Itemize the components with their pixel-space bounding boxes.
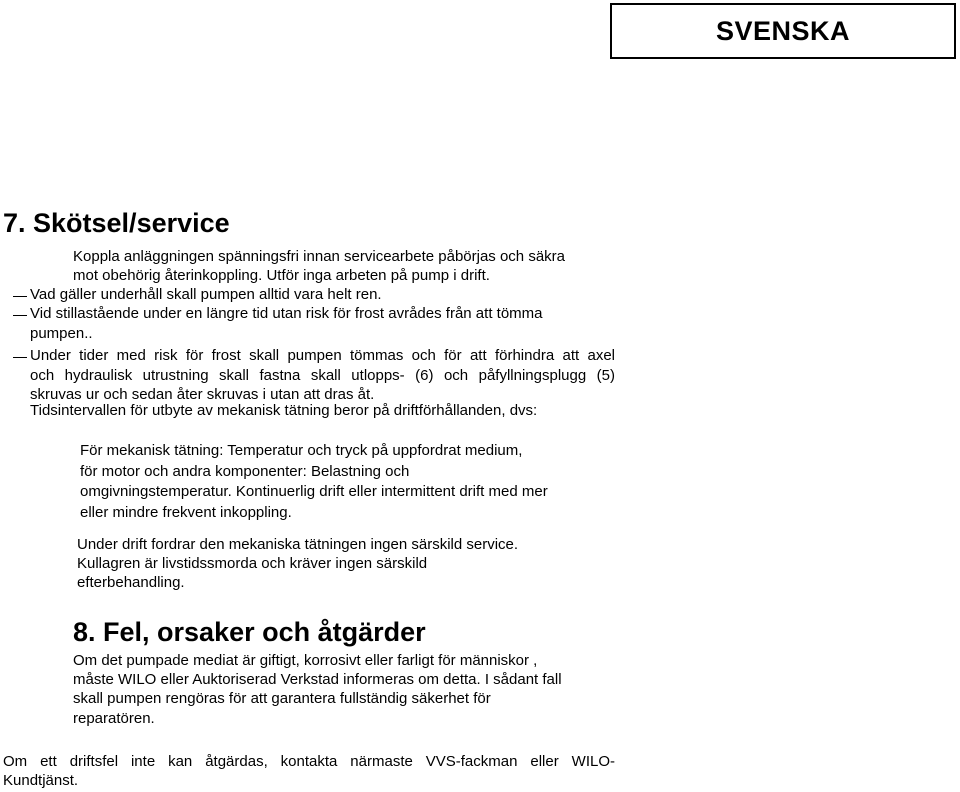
footer-line: Om ett driftsfel inte kan åtgärdas, kontakta närmaste VVS-fackman eller WILO-	[3, 753, 615, 770]
bullet-text: Vad gäller underhåll skall pumpen alltid vara helt ren.	[30, 286, 382, 303]
intervals-text: Tidsintervallen för utbyte av mekanisk tätning beror på driftförhållanden, dvs:	[30, 402, 538, 419]
bullet-text: skruvas ur och sedan åter skruvas i utan att dras åt.	[30, 386, 375, 403]
footer-line: Kundtjänst.	[3, 772, 79, 789]
dash-bullet	[13, 315, 27, 316]
bullet-text: Vid stillastående under en längre tid utan risk för frost avrådes från att tömma	[30, 305, 543, 322]
dash-bullet	[13, 357, 27, 358]
bullet-text: pumpen..	[30, 324, 93, 342]
operation-line: efterbehandling.	[77, 574, 185, 591]
bullet-text: Under tider med risk för frost skall pumpen tömmas och för att förhindra att axel	[30, 347, 615, 364]
list-item-continuation	[30, 325, 615, 344]
seal-paragraph	[80, 441, 548, 523]
footer-paragraph	[3, 752, 615, 790]
section-8-body	[73, 651, 562, 728]
language-box	[610, 3, 956, 59]
maintenance-bullet-list	[30, 286, 615, 405]
bullet-text: och hydraulisk utrustning skall fastna skall utlopps- (6) och påfyllningsplugg (5)	[30, 366, 615, 384]
list-item-continuation	[30, 367, 615, 386]
body-line: reparatören.	[73, 709, 155, 727]
intro-line: mot obehörig återinkoppling. Utför inga arbeten på pump i drift.	[73, 266, 490, 284]
section-7-heading: 7. Skötsel/service	[3, 208, 230, 238]
dash-bullet	[13, 296, 27, 297]
body-line: måste WILO eller Auktoriserad Verkstad informeras om detta. I sådant fall	[73, 671, 562, 689]
operation-line: Under drift fordrar den mekaniska tätningen ingen särskild service.	[77, 536, 519, 553]
body-line: skall pumpen rengöras för att garantera fullständig säkerhet för	[73, 690, 491, 708]
operation-paragraph	[77, 535, 518, 592]
language-label: SVENSKA	[715, 15, 851, 46]
operation-line: Kullagren är livstidssmorda och kräver ingen särskild	[77, 555, 428, 572]
seal-line: omgivningstemperatur. Kontinuerlig drift eller intermittent drift med mer	[80, 483, 548, 500]
list-item	[30, 305, 615, 324]
seal-line: För mekanisk tätning: Temperatur och tryck på uppfordrat medium,	[80, 442, 523, 459]
body-line: Om det pumpade mediat är giftigt, korrosivt eller farligt för människor ,	[73, 652, 538, 669]
section-7-intro	[73, 248, 565, 285]
section-8-heading: 8. Fel, orsaker och åtgärder	[73, 617, 426, 647]
list-item	[30, 286, 615, 305]
intro-line: Koppla anläggningen spänningsfri innan servicearbete påbörjas och säkra	[73, 248, 565, 265]
seal-line: för motor och andra komponenter: Belastning och	[80, 462, 410, 480]
seal-line: eller mindre frekvent inkoppling.	[80, 503, 292, 521]
list-item	[30, 347, 615, 366]
